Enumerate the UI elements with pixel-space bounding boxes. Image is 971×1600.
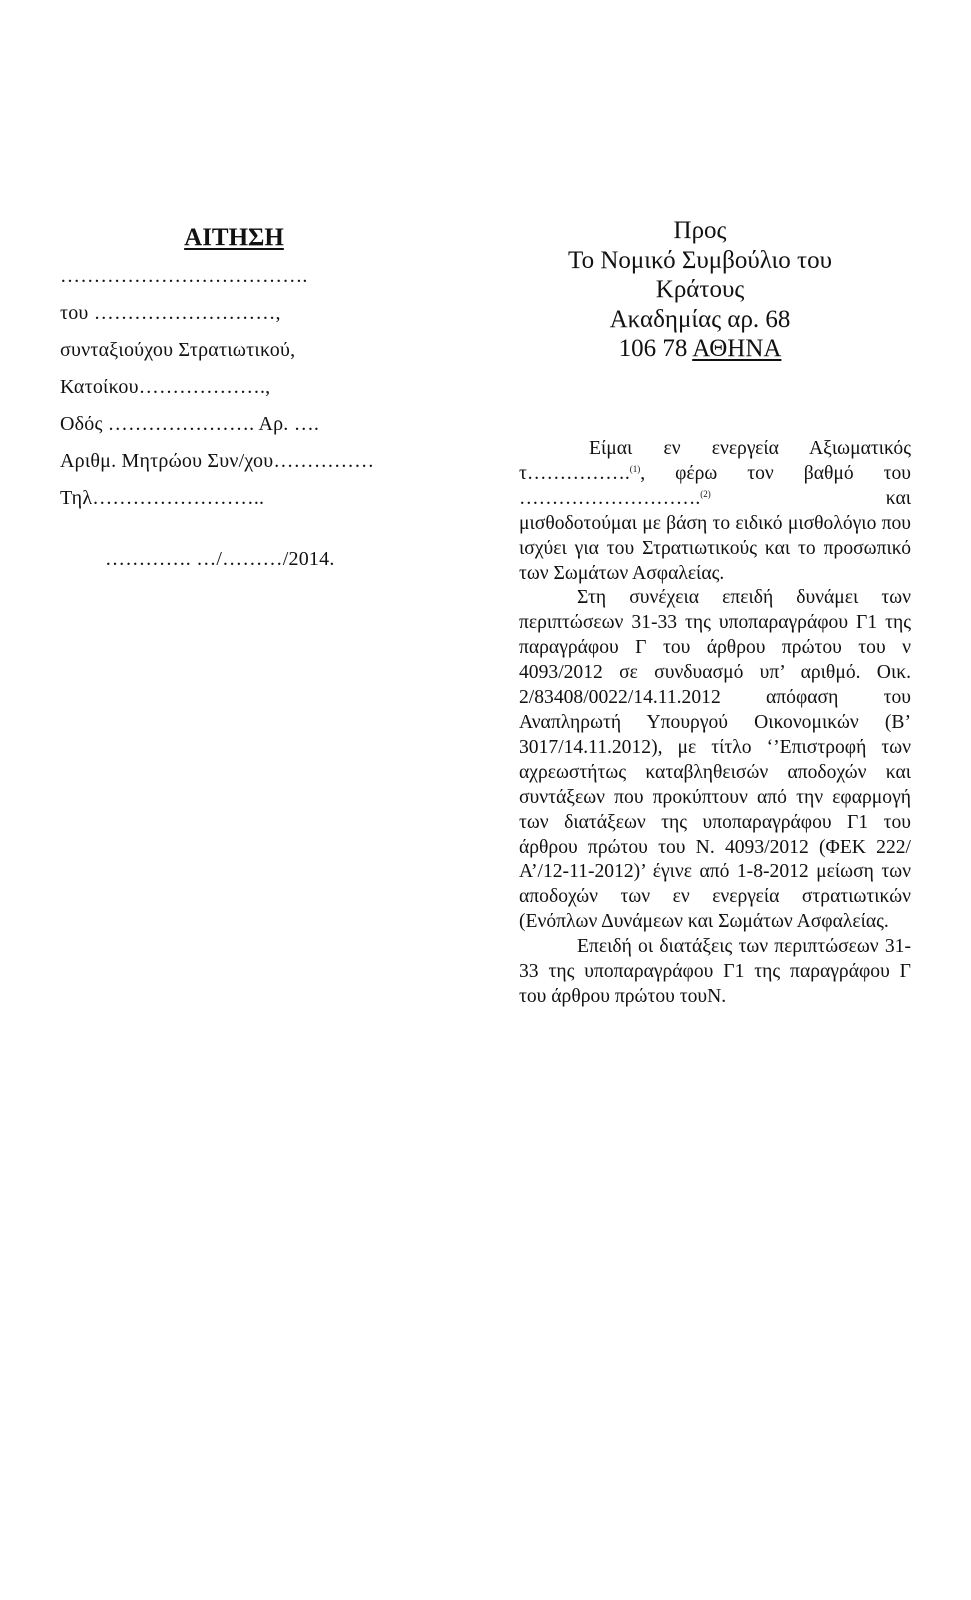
letter-body [519,437,911,1010]
father-name-field-line: του ………………………, [60,302,281,324]
street-field-line: Οδός …………………. Αρ. …. [60,413,320,435]
registry-number-field-line: Αριθμ. Μητρώου Συν/χου…………… [60,450,375,472]
recipient-line-1: Το Νομικό Συμβούλιο του [568,246,832,274]
footnote-1-marker: (1) [629,463,641,474]
name-field-line: ………………………………. [60,265,308,287]
recipient-street: Ακαδημίας αρ. 68 [609,305,791,333]
date-field-line: …………. …/………/2014. [105,548,335,570]
recipient-postcode: 106 78 [618,335,688,362]
document-title: ΑΙΤΗΣΗ [184,224,284,251]
recipient-line-2: Κράτους [655,276,745,303]
recipient-to: Προς [673,217,727,244]
residence-field-line: Κατοίκου………………., [60,376,271,398]
applicant-block [60,218,420,578]
paragraph-3: Επειδή οι διατάξεις των περιπτώσεων 31-33 της υποπαραγράφου Γ1 της παραγράφου Γ του άρθρου πρώτου τουΝ. [519,936,911,1007]
paragraph-1 [519,437,911,586]
paragraph-2: Στη συνέχεια επειδή δυνάμει των περιπτώσεων 31-33 της υποπαραγράφου Γ1 της παραγράφου Γ του άρθρου πρώτου του ν 4093/2012 σε συνδυασμό υπ’ αριθμό. Οικ. 2/83408/0022/14.11.2012 απόφαση του Αναπληρωτή Υπουργού Οικονομικών (Β’ 3017/14.11.2012), με τίτλο ‘’Επιστροφή των αχρεωστήτως καταβληθεισών αποδοχών και συντάξεων που προκύπτουν από την εφαρμογή των διατάξεων της υποπαραγράφου Γ1 του άρθρου πρώτου του Ν. 4093/2012 (ΦΕΚ 222/Α’/12-11-2012)’ έγινε από 1-8-2012 μείωση των αποδοχών των εν ενεργεία στρατιωτικών (Ενόπλων Δυνάμεων και Σωμάτων Ασφαλείας. [519,587,911,933]
status-line: συνταξιούχου Στρατιωτικού, [60,339,296,361]
paragraph-1-rest: μισθοδοτούμαι με βάση το ειδικό μισθολόγιο που ισχύει για του Στρατιωτικούς και το προσωπικό των Σωμάτων Ασφαλείας. [519,512,911,584]
phone-field-line: Τηλ…………………….. [60,487,265,509]
paragraph-1-line-2: τ…………….$^{(1)}$, φέρω τον βαθμό του [519,462,911,484]
recipient-postal-line [500,334,900,364]
paragraph-1-line-1: Είμαι εν ενεργεία Αξιωματικός [589,438,911,459]
footnote-2-marker: (2) [700,488,711,499]
recipient-address [500,216,900,364]
paragraph-1-line-3: ……………………….$^{(2)}$ και [519,487,911,509]
recipient-city: ΑΘΗΝΑ [692,335,782,362]
